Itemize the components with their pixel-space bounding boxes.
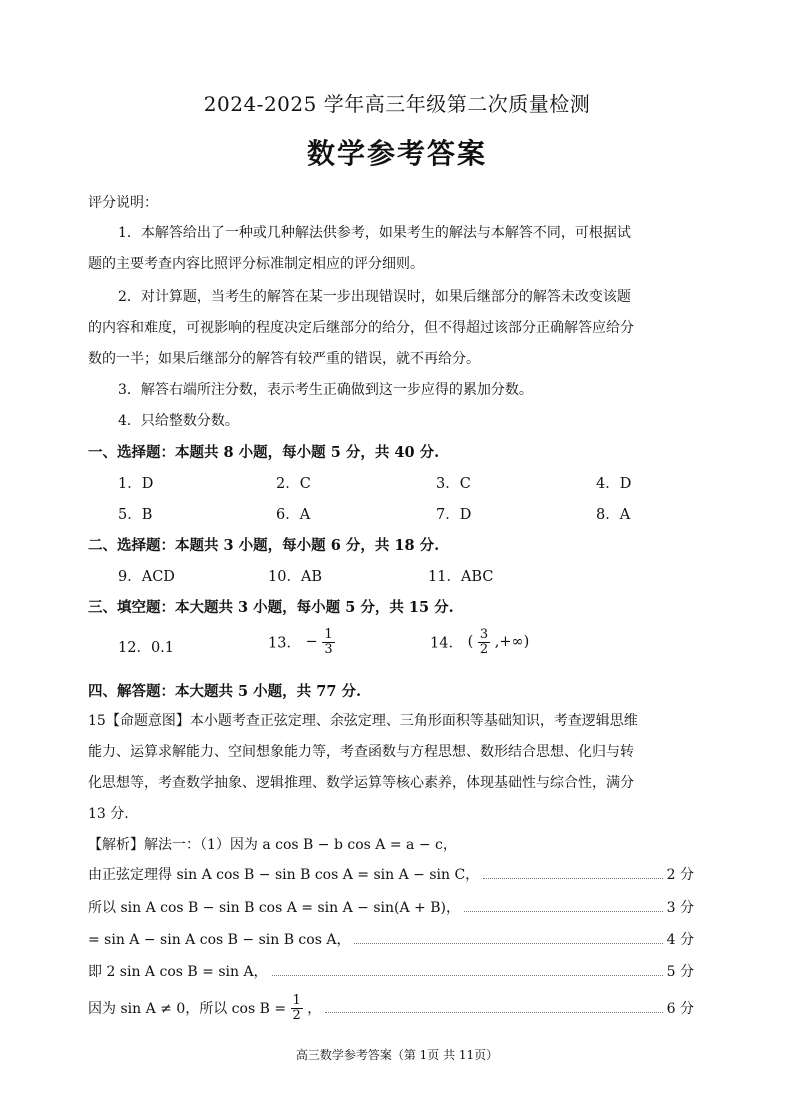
answer-item: 6．A xyxy=(276,507,311,523)
intent-line: 能力、运算求解能力、空间想象能力等，考查函数与方程思想、数形结合思想、化归与转 xyxy=(88,744,634,760)
answer-item: 2．C xyxy=(276,476,311,492)
note-line: 题的主要考查内容比照评分标准制定相应的评分细则。 xyxy=(88,256,424,272)
fraction xyxy=(291,994,303,1022)
answer-item: 9．ACD xyxy=(118,569,175,585)
section4-heading: 四、解答题：本大题共 5 小题，共 77 分. xyxy=(88,683,362,700)
solution-step xyxy=(88,990,694,1026)
note-line: 4．只给整数分数。 xyxy=(118,413,239,429)
section2-heading: 二、选择题：本题共 3 小题，每小题 6 分，共 18 分. xyxy=(88,537,440,554)
leader-dots xyxy=(483,878,662,879)
document-subtitle: 数学参考答案 xyxy=(306,137,487,170)
note-line: 数的一半；如果后继部分的解答有较严重的错误，就不再给分。 xyxy=(88,351,480,367)
leader-dots xyxy=(272,975,663,976)
exam-title: 2024-2025 学年高三年级第二次质量检测 xyxy=(203,92,591,116)
fraction-numerator: 3 xyxy=(479,627,489,642)
intent-line: 化思想等，考查数学抽象、逻辑推理、数学运算等核心素养，体现基础性与综合性，满分 xyxy=(88,775,634,791)
step-score: 2 分 xyxy=(666,867,694,883)
answer-label: 13． xyxy=(268,635,301,652)
fraction xyxy=(478,628,490,656)
solution-step xyxy=(88,897,694,917)
fraction-denominator: 3 xyxy=(324,641,333,657)
note-line: 3．解答右端所注分数，表示考生正确做到这一步应得的累加分数。 xyxy=(118,382,533,398)
fraction-numerator: 1 xyxy=(324,627,333,642)
fraction-denominator: 2 xyxy=(479,641,489,657)
answer-item: 3．C xyxy=(436,476,471,492)
section3-heading: 三、填空题：本大题共 3 小题，每小题 5 分，共 15 分. xyxy=(88,599,454,616)
minus-sign: − xyxy=(305,634,318,651)
fraction xyxy=(322,628,334,656)
answer-item xyxy=(268,628,335,656)
solution-step xyxy=(88,929,694,949)
solution-step xyxy=(88,961,694,981)
page-footer: 高三数学参考答案（第 1页 共 11页） xyxy=(295,1048,499,1062)
answer-item: 4．D xyxy=(596,476,632,492)
answer-item xyxy=(430,628,529,656)
fraction-denominator: 2 xyxy=(292,1007,301,1023)
step-text: = sin A − sin A cos B − sin B cos A， xyxy=(88,932,351,948)
open-paren: ( xyxy=(467,634,474,651)
step-text-part: 因为 sin A ≠ 0，所以 cos B = xyxy=(88,1001,291,1017)
note-line: 1．本解答给出了一种或几种解法供参考，如果考生的解法与本解答不同，可根据试 xyxy=(118,225,631,241)
interval-tail: ,+∞) xyxy=(494,634,530,651)
note-line: 2．对计算题，当考生的解答在某一步出现错误时，如果后继部分的解答未改变该题 xyxy=(118,289,631,305)
notes-heading: 评分说明： xyxy=(88,195,158,211)
answer-item: 8．A xyxy=(596,507,631,523)
step-text xyxy=(88,994,321,1022)
step-score: 5 分 xyxy=(666,964,694,980)
answer-item: 11．ABC xyxy=(428,569,494,585)
section1-heading: 一、选择题：本题共 8 小题，每小题 5 分，共 40 分. xyxy=(88,444,440,461)
note-line: 的内容和难度，可视影响的程度决定后继部分的给分，但不得超过该部分正确解答应给分 xyxy=(88,320,634,336)
answer-item: 7．D xyxy=(436,507,472,523)
answer-item: 5．B xyxy=(118,507,153,523)
leader-dots xyxy=(325,1012,662,1013)
answer-item: 1．D xyxy=(118,476,154,492)
step-score: 4 分 xyxy=(666,932,694,948)
leader-dots xyxy=(464,911,663,912)
answer-label: 14． xyxy=(430,635,463,652)
answer-item: 12．0.1 xyxy=(118,640,175,656)
step-text-part: ， xyxy=(307,1001,322,1017)
step-score: 6 分 xyxy=(666,1001,694,1017)
solution-step xyxy=(88,864,694,884)
answers-row xyxy=(118,628,718,668)
leader-dots xyxy=(354,943,662,944)
step-text: 所以 sin A cos B − sin B cos A = sin A − sin(A + B)， xyxy=(88,900,460,916)
step-text: 即 2 sin A cos B = sin A， xyxy=(88,964,268,980)
analysis-intro: 【解析】解法一：（1）因为 a cos B − b cos A = a − c， xyxy=(88,837,457,853)
step-score: 3 分 xyxy=(666,900,694,916)
answer-item: 10．AB xyxy=(268,569,323,585)
fraction-numerator: 1 xyxy=(292,992,301,1008)
intent-line: 15【命题意图】本小题考查正弦定理、余弦定理、三角形面积等基础知识，考查逻辑思维 xyxy=(88,713,638,729)
step-text: 由正弦定理得 sin A cos B − sin B cos A = sin A − sin C， xyxy=(88,867,480,883)
intent-line: 13 分. xyxy=(88,806,129,822)
